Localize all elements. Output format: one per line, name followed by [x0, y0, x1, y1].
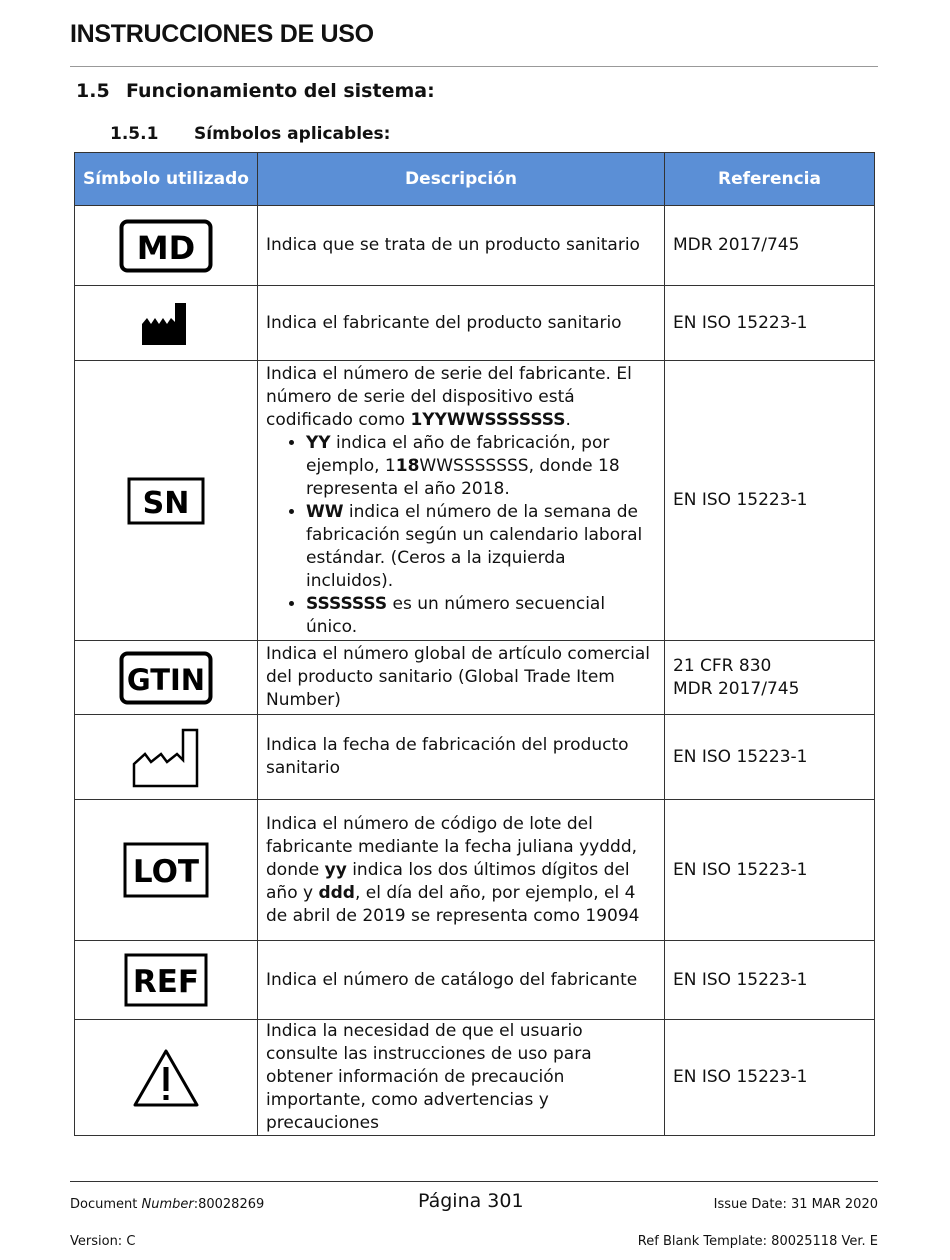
section-number: 1.5 [76, 80, 110, 102]
subsection-number: 1.5.1 [110, 124, 159, 144]
manufacturer-factory-icon [141, 300, 191, 346]
section-heading [76, 80, 435, 102]
reference-cell: EN ISO 15223-1 [665, 941, 875, 1020]
reference-cell: EN ISO 15223-1 [665, 715, 875, 800]
reference-cell: EN ISO 15223-1 [665, 286, 875, 361]
serial-format-code: 1YYWWSSSSSSS [410, 409, 566, 430]
table-row [75, 286, 875, 361]
reference-line: MDR 2017/745 [673, 678, 800, 699]
gtin-icon [119, 651, 213, 705]
section-title: Funcionamiento del sistema: [126, 80, 435, 102]
table-row [75, 941, 875, 1020]
symbol-cell [75, 361, 258, 641]
symbol-cell [75, 1020, 258, 1136]
bullet-text: indica el número de la semana de fabricación según un calendario laboral estándar. (Ceros a la izquierda incluidos). [306, 501, 643, 591]
symbol-cell [75, 641, 258, 715]
description-cell [258, 361, 665, 641]
description-cell: Indica el número global de artículo comercial del producto sanitario (Global Trade Item Number) [258, 641, 665, 715]
lot-desc-day-code: ddd [318, 882, 355, 903]
table-header-row [75, 153, 875, 206]
symbols-table [74, 152, 875, 1136]
bullet-text: es un número secuencial único. [306, 593, 606, 637]
subsection-title: Símbolos aplicables: [194, 124, 391, 144]
doc-number-value: :80028269 [193, 1197, 265, 1212]
bullet-text: indica el año de fabricación, por ejemplo, 1 [306, 432, 610, 476]
symbol-cell [75, 286, 258, 361]
doc-number-label-italic: Number [141, 1197, 194, 1212]
issue-date: Issue Date: 31 MAR 2020 [713, 1197, 878, 1212]
footer-divider [70, 1181, 878, 1182]
list-item [306, 593, 656, 639]
description-cell: Indica la necesidad de que el usuario consulte las instrucciones de uso para obtener información de precaución importante, como advertencias y precauciones [258, 1020, 665, 1136]
bullet-term: SSSSSSS [306, 593, 388, 614]
table-row [75, 641, 875, 715]
serial-format-list [266, 432, 656, 639]
table-row [75, 206, 875, 286]
description-cell [258, 800, 665, 941]
description-cell: Indica el número de catálogo del fabricante [258, 941, 665, 1020]
lot-desc-year-code: yy [324, 859, 347, 880]
header-reference: Referencia [665, 153, 875, 206]
reference-cell: EN ISO 15223-1 [665, 1020, 875, 1136]
description-cell: Indica el fabricante del producto sanitario [258, 286, 665, 361]
doc-number-label: Document [70, 1197, 142, 1212]
symbol-cell [75, 941, 258, 1020]
svg-text:SN: SN [142, 485, 190, 521]
serial-number-icon [127, 477, 205, 525]
bullet-text-cont: WWSSSSSSS, donde 18 representa el año 2018. [306, 455, 620, 499]
symbol-cell [75, 800, 258, 941]
svg-text:REF: REF [132, 964, 200, 1000]
caution-warning-icon [131, 1047, 201, 1109]
bullet-term-year: 18 [395, 455, 420, 476]
table-row [75, 1020, 875, 1136]
subsection-heading [110, 124, 390, 144]
serial-desc-end: . [565, 409, 571, 430]
bullet-term: WW [306, 501, 344, 522]
lot-desc-part: , el día del año, por ejemplo, el 4 de abril de 2019 se representa como 19094 [266, 882, 640, 926]
svg-text:LOT: LOT [132, 854, 200, 890]
document-number [70, 1197, 264, 1212]
svg-text:MD: MD [136, 228, 196, 267]
svg-text:GTIN: GTIN [126, 662, 206, 697]
table-row [75, 715, 875, 800]
page-number: Página 301 [418, 1190, 524, 1212]
description-cell: Indica la fecha de fabricación del producto sanitario [258, 715, 665, 800]
reference-cell: EN ISO 15223-1 [665, 361, 875, 641]
symbol-cell [75, 206, 258, 286]
reference-cell [665, 641, 875, 715]
reference-cell: EN ISO 15223-1 [665, 800, 875, 941]
catalogue-ref-icon [124, 953, 208, 1007]
table-row [75, 800, 875, 941]
serial-desc-intro: Indica el número de serie del fabricante. El número de serie del dispositivo está codificado como [266, 363, 632, 430]
date-of-manufacture-icon [131, 726, 201, 788]
symbol-cell [75, 715, 258, 800]
md-medical-device-icon [119, 219, 213, 273]
page-header-title: INSTRUCCIONES DE USO [70, 20, 374, 48]
description-cell: Indica que se trata de un producto sanitario [258, 206, 665, 286]
reference-cell: MDR 2017/745 [665, 206, 875, 286]
header-symbol: Símbolo utilizado [75, 153, 258, 206]
lot-desc-part: Indica el número de código de lote del fabricante mediante la fecha juliana yyddd, donde [266, 813, 638, 880]
bullet-term: YY [306, 432, 331, 453]
version-label: Version: C [70, 1234, 136, 1249]
reference-line: 21 CFR 830 [673, 655, 772, 676]
table-row [75, 361, 875, 641]
header-divider [70, 66, 878, 67]
template-reference: Ref Blank Template: 80025118 Ver. E [637, 1234, 878, 1249]
list-item [306, 432, 656, 501]
header-description: Descripción [258, 153, 665, 206]
list-item [306, 501, 656, 593]
lot-number-icon [123, 842, 209, 898]
lot-desc-part: indica los dos últimos dígitos del año y [266, 859, 630, 903]
